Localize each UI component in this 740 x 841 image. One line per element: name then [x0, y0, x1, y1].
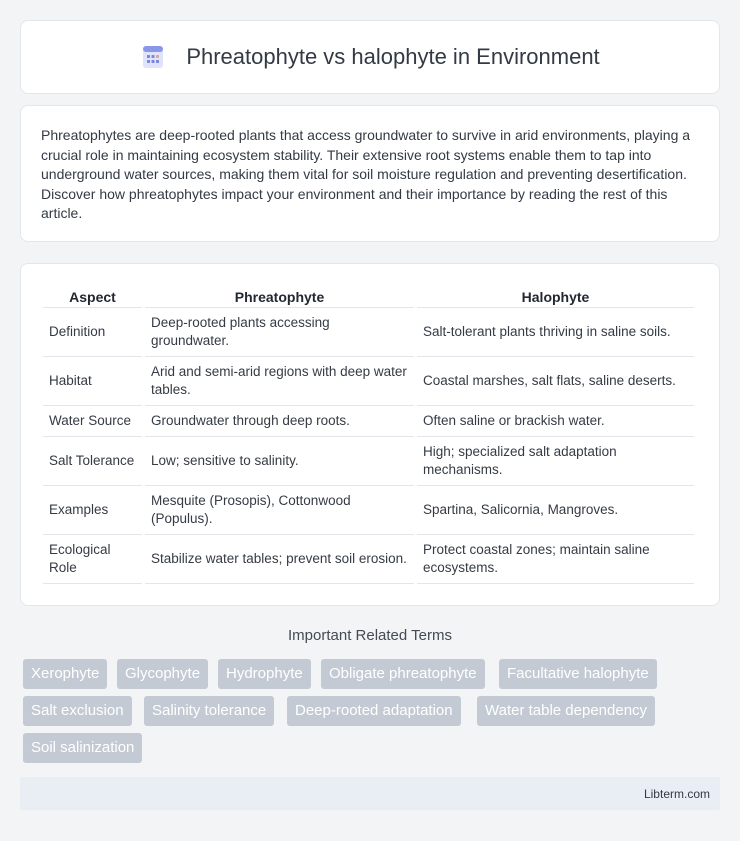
aspect-cell: Habitat	[43, 357, 142, 406]
halophyte-cell: High; specialized salt adaptation mechanisms.	[417, 437, 694, 486]
halophyte-cell: Often saline or brackish water.	[417, 406, 694, 437]
phreatophyte-cell: Deep-rooted plants accessing groundwater.	[145, 308, 414, 357]
footer-site-link[interactable]: Libterm.com	[643, 787, 710, 801]
related-term-tag[interactable]: Water table dependency	[477, 696, 655, 726]
phreatophyte-cell: Stabilize water tables; prevent soil erosion.	[145, 535, 414, 584]
footer	[20, 777, 720, 810]
header-phreatophyte: Phreatophyte	[145, 286, 414, 308]
table-row	[43, 486, 694, 535]
table-row	[43, 437, 694, 486]
related-term-tag[interactable]: Deep-rooted adaptation	[287, 696, 461, 726]
header-halophyte: Halophyte	[417, 286, 694, 308]
comparison-table-card	[20, 263, 720, 606]
related-term-tag[interactable]: Xerophyte	[23, 659, 107, 689]
intro-card	[20, 105, 720, 242]
related-term-tag[interactable]: Salinity tolerance	[144, 696, 274, 726]
table-header-row	[43, 286, 694, 308]
related-term-tag[interactable]: Hydrophyte	[218, 659, 311, 689]
aspect-cell: Ecological Role	[43, 535, 142, 584]
aspect-cell: Salt Tolerance	[43, 437, 142, 486]
phreatophyte-cell: Groundwater through deep roots.	[145, 406, 414, 437]
table-row	[43, 357, 694, 406]
table-row	[43, 308, 694, 357]
intro-text: Phreatophytes are deep-rooted plants that access groundwater to survive in arid environments, playing a crucial role in maintaining ecosystem stability. Their extensive root systems enable them to tap into underground water sources, making them vital for soil moisture regulation and preventing desertification. Discover how phreatophytes impact your environment and their importance by reading the rest of this article.	[41, 127, 691, 221]
table-row	[43, 406, 694, 437]
comparison-table	[40, 286, 697, 584]
aspect-cell: Water Source	[43, 406, 142, 437]
aspect-cell: Definition	[43, 308, 142, 357]
phreatophyte-cell: Arid and semi-arid regions with deep water tables.	[145, 357, 414, 406]
related-term-tag[interactable]: Facultative halophyte	[499, 659, 657, 689]
document-icon	[140, 44, 166, 70]
halophyte-cell: Protect coastal zones; maintain saline ecosystems.	[417, 535, 694, 584]
halophyte-cell: Spartina, Salicornia, Mangroves.	[417, 486, 694, 535]
aspect-cell: Examples	[43, 486, 142, 535]
halophyte-cell: Coastal marshes, salt flats, saline deserts.	[417, 357, 694, 406]
header-aspect: Aspect	[43, 286, 142, 308]
halophyte-cell: Salt-tolerant plants thriving in saline soils.	[417, 308, 694, 357]
related-term-tag[interactable]: Glycophyte	[117, 659, 208, 689]
related-terms-title: Important Related Terms	[288, 627, 452, 644]
table-row	[43, 535, 694, 584]
related-term-tag[interactable]: Soil salinization	[23, 733, 142, 763]
related-term-tag[interactable]: Obligate phreatophyte	[321, 659, 485, 689]
phreatophyte-cell: Low; sensitive to salinity.	[145, 437, 414, 486]
related-term-tag[interactable]: Salt exclusion	[23, 696, 132, 726]
phreatophyte-cell: Mesquite (Prosopis), Cottonwood (Populus).	[145, 486, 414, 535]
title-card	[20, 20, 720, 94]
page-title: Phreatophyte vs halophyte in Environment	[186, 44, 600, 69]
